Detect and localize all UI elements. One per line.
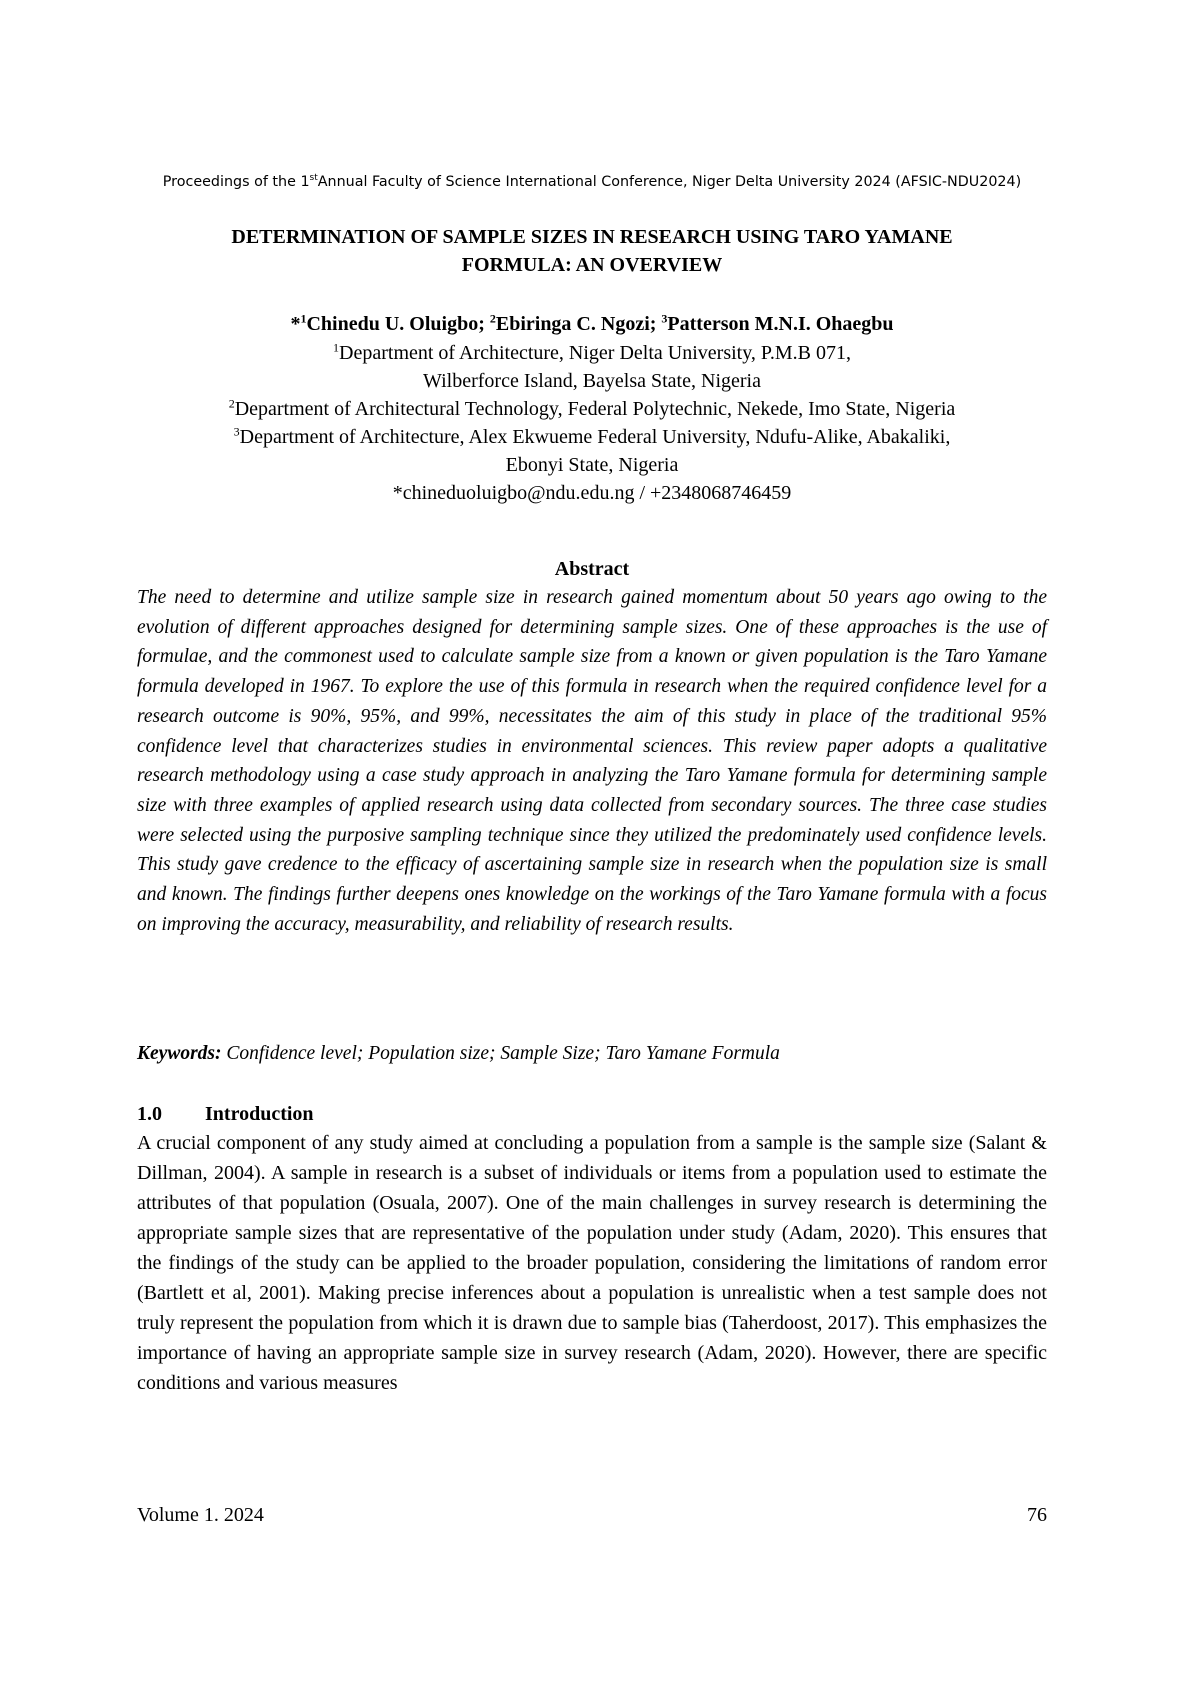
author-list	[137, 311, 1047, 337]
abstract-body: The need to determine and utilize sample size in research gained momentum about 50 years ago owing to the evolution of different approaches designed for determining sample sizes. One of these approaches is the use of formulae, and the commonest used to calculate sample size from a known or given population is the Taro Yamane formula developed in 1967. To explore the use of this formula in research when the required confidence level for a research outcome is 90%, 95%, and 99%, necessitates the aim of this study in place of the traditional 95% confidence level that characterizes studies in environmental sciences. This review paper adopts a qualitative research methodology using a case study approach in analyzing the Taro Yamane formula for determining sample size with three examples of applied research using data collected from secondary sources. The three case studies were selected using the purposive sampling technique since they utilized the predominately used confidence levels. This study gave credence to the efficacy of ascertaining sample size in research when the population size is small and known. The findings further deepens ones knowledge on the workings of the Taro Yamane formula with a focus on improving the accuracy, measurability, and reliability of research results.	[137, 587, 1047, 935]
affiliation-1-line-1: $^1$Department of Architecture, Niger Delta University, P.M.B 071,	[333, 340, 851, 364]
keywords-label: Keywords:	[137, 1043, 222, 1064]
paper-title: DETERMINATION OF SAMPLE SIZES IN RESEARCH USING TARO YAMANE FORMULA: AN OVERVIEW	[231, 226, 953, 276]
footer-volume: Volume 1. 2024	[137, 1504, 264, 1526]
author-1: *$^1$Chinedu U. Oluigbo;	[290, 311, 485, 335]
running-header	[137, 173, 1047, 190]
affiliation-2: $^2$Department of Architectural Technology, Federal Polytechnic, Nekede, Imo State, Nigeria	[228, 396, 956, 420]
contact-email: *chineduoluigbo@ndu.edu.ng / +2348068746459	[392, 482, 792, 504]
affiliation-3-line-1: $^3$Department of Architecture, Alex Ekwueme Federal University, Ndufu-Alike, Abakaliki,	[233, 424, 951, 448]
keywords	[137, 1040, 1047, 1068]
running-head-before: Proceedings of the 1	[162, 173, 310, 190]
keywords-text: Confidence level; Population size; Sample Size; Taro Yamane Formula	[226, 1043, 780, 1064]
running-head-after: Annual Faculty of Science International Conference, Niger Delta University 2024 (AFSIC-NDU2024)	[317, 173, 1022, 190]
page-number: 76	[1027, 1504, 1047, 1526]
affiliation-3-line-2: Ebonyi State, Nigeria	[505, 454, 679, 476]
author-2: $^2$Ebiringa C. Ngozi;	[489, 311, 657, 335]
introduction-body: A crucial component of any study aimed at concluding a population from a sample is the sample size (Salant & Dillman, 2004). A sample in research is a subset of individuals or items from a population used to estimate the attributes of that population (Osuala, 2007). One of the main challenges in survey research is determining the appropriate sample sizes that are representative of the population under study (Adam, 2020). This ensures that the findings of the study can be applied to the broader population, considering the limitations of random error (Bartlett et al, 2001). Making precise inferences about a population is unrealistic when a test sample does not truly represent the population from which it is drawn due to sample bias (Taherdoost, 2017). This emphasizes the importance of having an appropriate sample size in survey research (Adam, 2020). However, there are specific conditions and various measures	[137, 1132, 1047, 1394]
author-3: $^3$Patterson M.N.I. Ohaegbu	[661, 311, 894, 335]
section-title: Introduction	[205, 1103, 314, 1125]
paper-page	[137, 0, 1047, 1696]
abstract-heading: Abstract	[554, 558, 630, 580]
running-head-sup: st	[309, 173, 318, 183]
section-heading	[137, 1100, 1047, 1128]
affiliation-1-line-2: Wilberforce Island, Bayelsa State, Nigeria	[423, 370, 761, 392]
section-number: 1.0	[137, 1103, 162, 1125]
